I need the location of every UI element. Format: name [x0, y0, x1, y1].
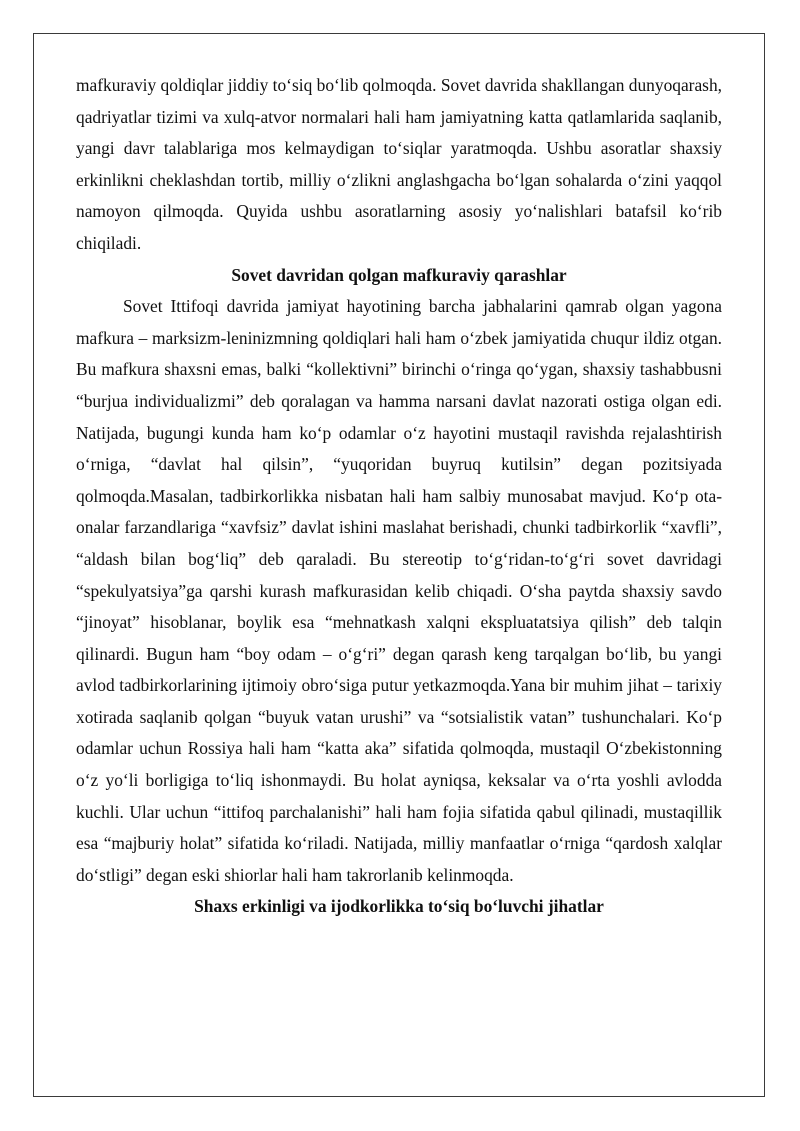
paragraph-soviet-ideology: Sovet Ittifoqi davrida jamiyat hayotining barcha jabhalarini qamrab olgan yagona mafkura – marksizm-leninizmning qoldiqlari hali ham o‘zbek jamiyatida chuqur ildiz otgan. Bu mafkura shaxsni emas, balki “kollektivni” birinchi o‘ringa qo‘ygan, shaxsiy tashabbusni “burjua individualizmi” deb qoralagan va hamma narsani davlat nazorati ostiga olgan edi. Natijada, bugungi kunda ham ko‘p odamlar o‘z hayotini mustaqil ravishda rejalashtirish o‘rniga, “davlat hal qilsin”, “yuqoridan buyruq kutilsin” degan pozitsiyada qolmoqda.Masalan, tadbirkorlikka nisbatan hali ham salbiy munosabat mavjud. Ko‘p ota-onalar farzandlariga “xavfsiz” davlat ishini maslahat berishadi, chunki tadbirkorlik “xavfli”, “aldash bilan bog‘liq” deb qaraladi. Bu stereotip to‘g‘ridan-to‘g‘ri sovet davridagi “spekulyatsiya”ga qarshi kurash mafkurasidan kelib chiqadi. O‘sha paytda shaxsiy savdo “jinoyat” hisoblanar, boylik esa “mehnatkash xalqni ekspluatatsiya qilish” deb talqin qilinardi. Bugun ham “boy odam – o‘g‘ri” degan qarash keng tarqalgan bo‘lib, bu yangi avlod tadbirkorlarining ijtimoiy obro‘siga putur yetkazmoqda.Yana bir muhim jihat – tarixiy xotirada saqlanib qolgan “buyuk vatan urushi” va “sotsialistik vatan” tushunchalari. Ko‘p odamlar uchun Rossiya hali ham “katta aka” sifatida qolmoqda, mustaqil O‘zbekistonning o‘z yo‘li borligiga to‘liq ishonmaydi. Bu holat ayniqsa, keksalar va o‘rta yoshli avlodda kuchli. Ular uchun “ittifoq parchalanishi” hali ham fojia sifatida qabul qilinadi, mustaqillik esa “majburiy holat” sifatida ko‘riladi. Natijada, milliy manfaatlar o‘rniga “qardosh xalqlar do‘stligi” degan eski shiorlar hali ham takrorlanib kelinmoqda. [76, 296, 722, 885]
section-heading-soviet-ideology: Sovet davridan qolgan mafkuraviy qarashlar [231, 264, 567, 285]
paragraph-intro: mafkuraviy qoldiqlar jiddiy to‘siq bo‘lib qolmoqda. Sovet davrida shakllangan dunyoqarash, qadriyatlar tizimi va xulq-atvor normalari hali ham jamiyatning katta qatlamlarida saqlanib, yangi davr talablariga mos kelmaydigan to‘siqlar yaratmoqda. Ushbu asoratlar shaxsiy erkinlikni cheklashdan tortib, milliy o‘zlikni anglashgacha bo‘lgan sohalarda o‘zini yaqqol namoyon qilmoqda. Quyida ushbu asoratlarning asosiy yo‘nalishlari batafsil ko‘rib chiqiladi. [76, 75, 722, 253]
document-body [76, 70, 722, 923]
section-heading-personal-freedom: Shaxs erkinligi va ijodkorlikka to‘siq bo‘luvchi jihatlar [194, 896, 604, 917]
